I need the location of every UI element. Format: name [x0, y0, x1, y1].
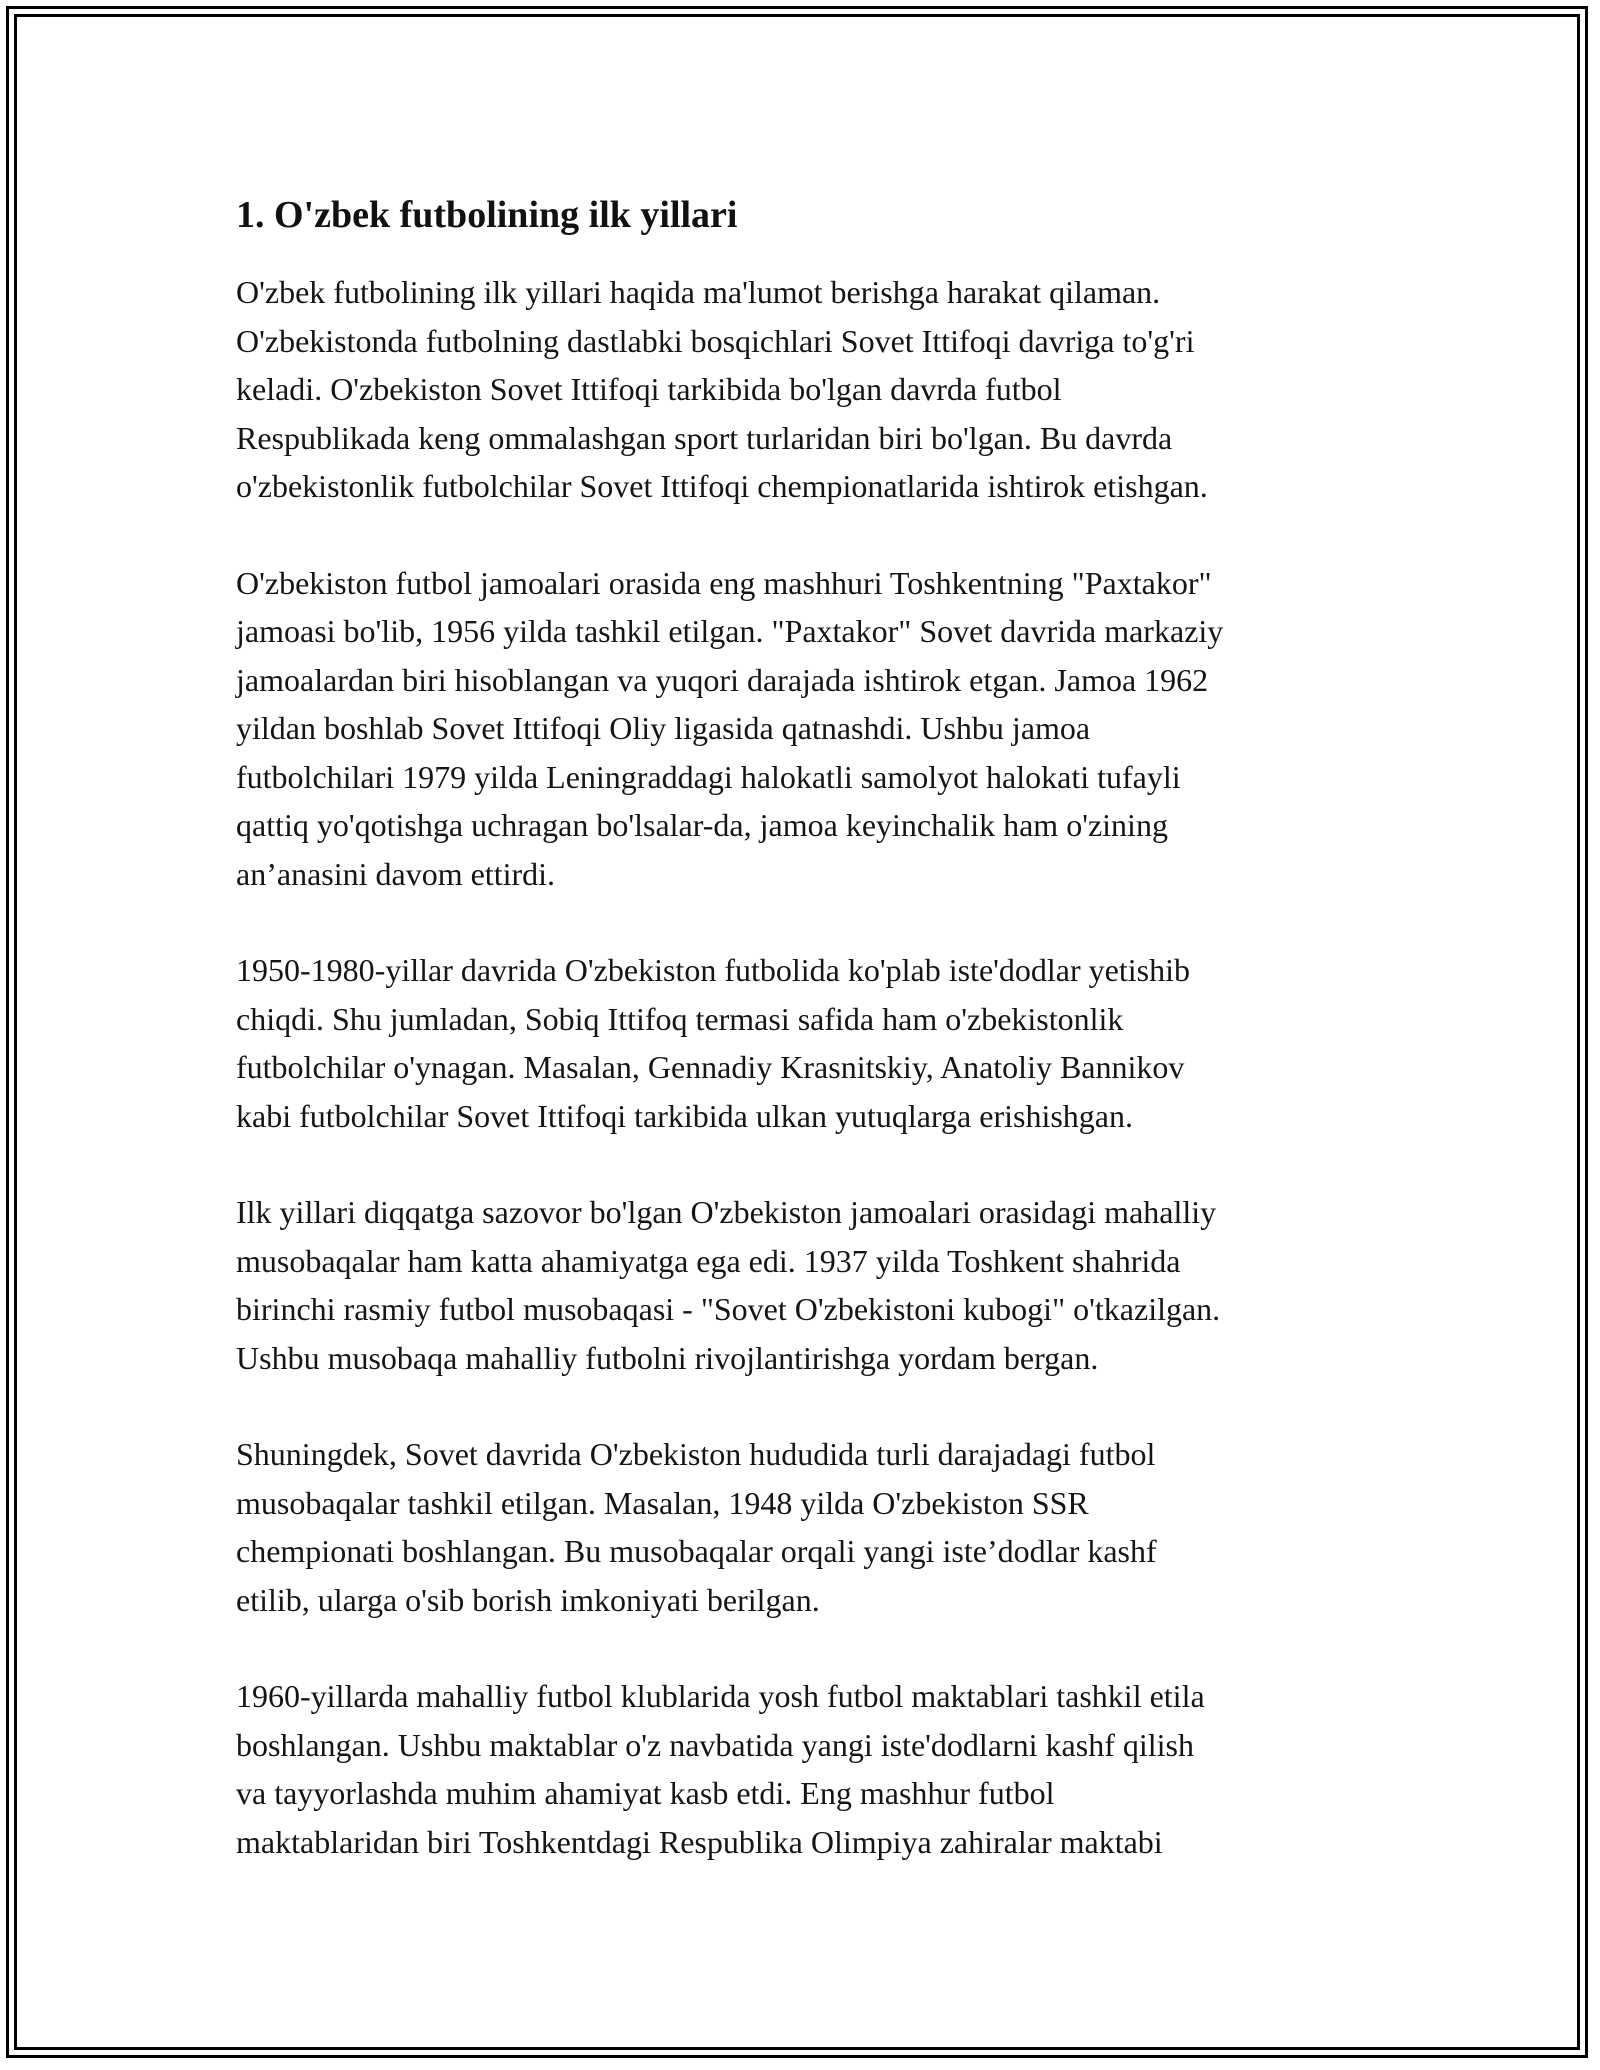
text-line: musobaqalar ham katta ahamiyatga ega edi. 1937 yilda Toshkent shahrida — [236, 1242, 1181, 1279]
paragraph-2 — [236, 559, 1376, 899]
text-line: va tayyorlashda muhim ahamiyat kasb etdi. Eng mashhur futbol — [236, 1775, 1055, 1811]
paragraph-4 — [236, 1188, 1376, 1382]
paragraph-5 — [236, 1430, 1376, 1624]
text-line: futbolchilar o'ynagan. Masalan, Gennadiy Krasnitskiy, Anatoliy Bannikov — [236, 1049, 1185, 1085]
paragraph-3 — [236, 946, 1376, 1140]
text-line: musobaqalar tashkil etilgan. Masalan, 1948 yilda O'zbekiston SSR — [236, 1484, 1089, 1521]
text-line: o'zbekistonlik futbolchilar Sovet Ittifoqi chempionatlarida ishtirok etishgan. — [236, 468, 1208, 504]
text-line: keladi. O'zbekiston Sovet Ittifoqi tarkibida bo'lgan davrda futbol — [236, 371, 1062, 407]
text-line: yildan boshlab Sovet Ittifoqi Oliy ligasida qatnashdi. Ushbu jamoa — [236, 710, 1091, 746]
text-line: jamoalardan biri hisoblangan va yuqori darajada ishtirok etgan. Jamoa 1962 — [236, 661, 1209, 698]
text-line: O'zbekistonda futbolning dastlabki bosqichlari Sovet Ittifoqi davriga to'g'ri — [236, 322, 1195, 359]
text-line: Ilk yillari diqqatga sazovor bo'lgan O'zbekiston jamoalari orasidagi mahalliy — [236, 1194, 1217, 1230]
section-heading: 1. O'zbek futbolining ilk yillari — [236, 194, 738, 236]
text-line: chempionati boshlangan. Bu musobaqalar orqali yangi iste’dodlar kashf — [236, 1533, 1157, 1569]
text-line: Ushbu musobaqa mahalliy futbolni rivojlantirishga yordam bergan. — [236, 1339, 1099, 1376]
text-line: O'zbekiston futbol jamoalari orasida eng mashhuri Toshkentning "Paxtakor" — [236, 564, 1212, 601]
text-line: birinchi rasmiy futbol musobaqasi - "Sovet O'zbekistoni kubogi" o'tkazilgan. — [236, 1291, 1221, 1327]
paragraph-6 — [236, 1672, 1376, 1866]
text-line: Shuningdek, Sovet davrida O'zbekiston hududida turli darajadagi futbol — [236, 1436, 1156, 1472]
text-line: O'zbek futbolining ilk yillari haqida ma'lumot berishga harakat qilaman. — [236, 274, 1161, 310]
text-line: futbolchilari 1979 yilda Leningraddagi halokatli samolyot halokati tufayli — [236, 758, 1181, 795]
document-body — [236, 190, 1376, 1866]
text-line: an’anasini davom ettirdi. — [236, 855, 556, 892]
text-line: boshlangan. Ushbu maktablar o'z navbatida yangi iste'dodlarni kashf qilish — [236, 1726, 1194, 1763]
text-line: 1960-yillarda mahalliy futbol klublarida yosh futbol maktablari tashkil etila — [236, 1678, 1205, 1714]
text-line: etilib, ularga o'sib borish imkoniyati berilgan. — [236, 1581, 820, 1618]
text-line: kabi futbolchilar Sovet Ittifoqi tarkibida ulkan yutuqlarga erishishgan. — [236, 1097, 1133, 1134]
text-line: maktablaridan biri Toshkentdagi Respublika Olimpiya zahiralar maktabi — [236, 1823, 1163, 1860]
text-line: Respublikada keng ommalashgan sport turlaridan biri bo'lgan. Bu davrda — [236, 419, 1173, 456]
paragraph-1 — [236, 268, 1376, 511]
text-line: 1950-1980-yillar davrida O'zbekiston futbolida ko'plab iste'dodlar yetishib — [236, 952, 1190, 988]
text-line: chiqdi. Shu jumladan, Sobiq Ittifoq termasi safida ham o'zbekistonlik — [236, 1000, 1124, 1037]
text-line: qattiq yo'qotishga uchragan bo'lsalar-da, jamoa keyinchalik ham o'zining — [236, 807, 1168, 843]
text-line: jamoasi bo'lib, 1956 yilda tashkil etilgan. "Paxtakor" Sovet davrida markaziy — [236, 613, 1224, 649]
